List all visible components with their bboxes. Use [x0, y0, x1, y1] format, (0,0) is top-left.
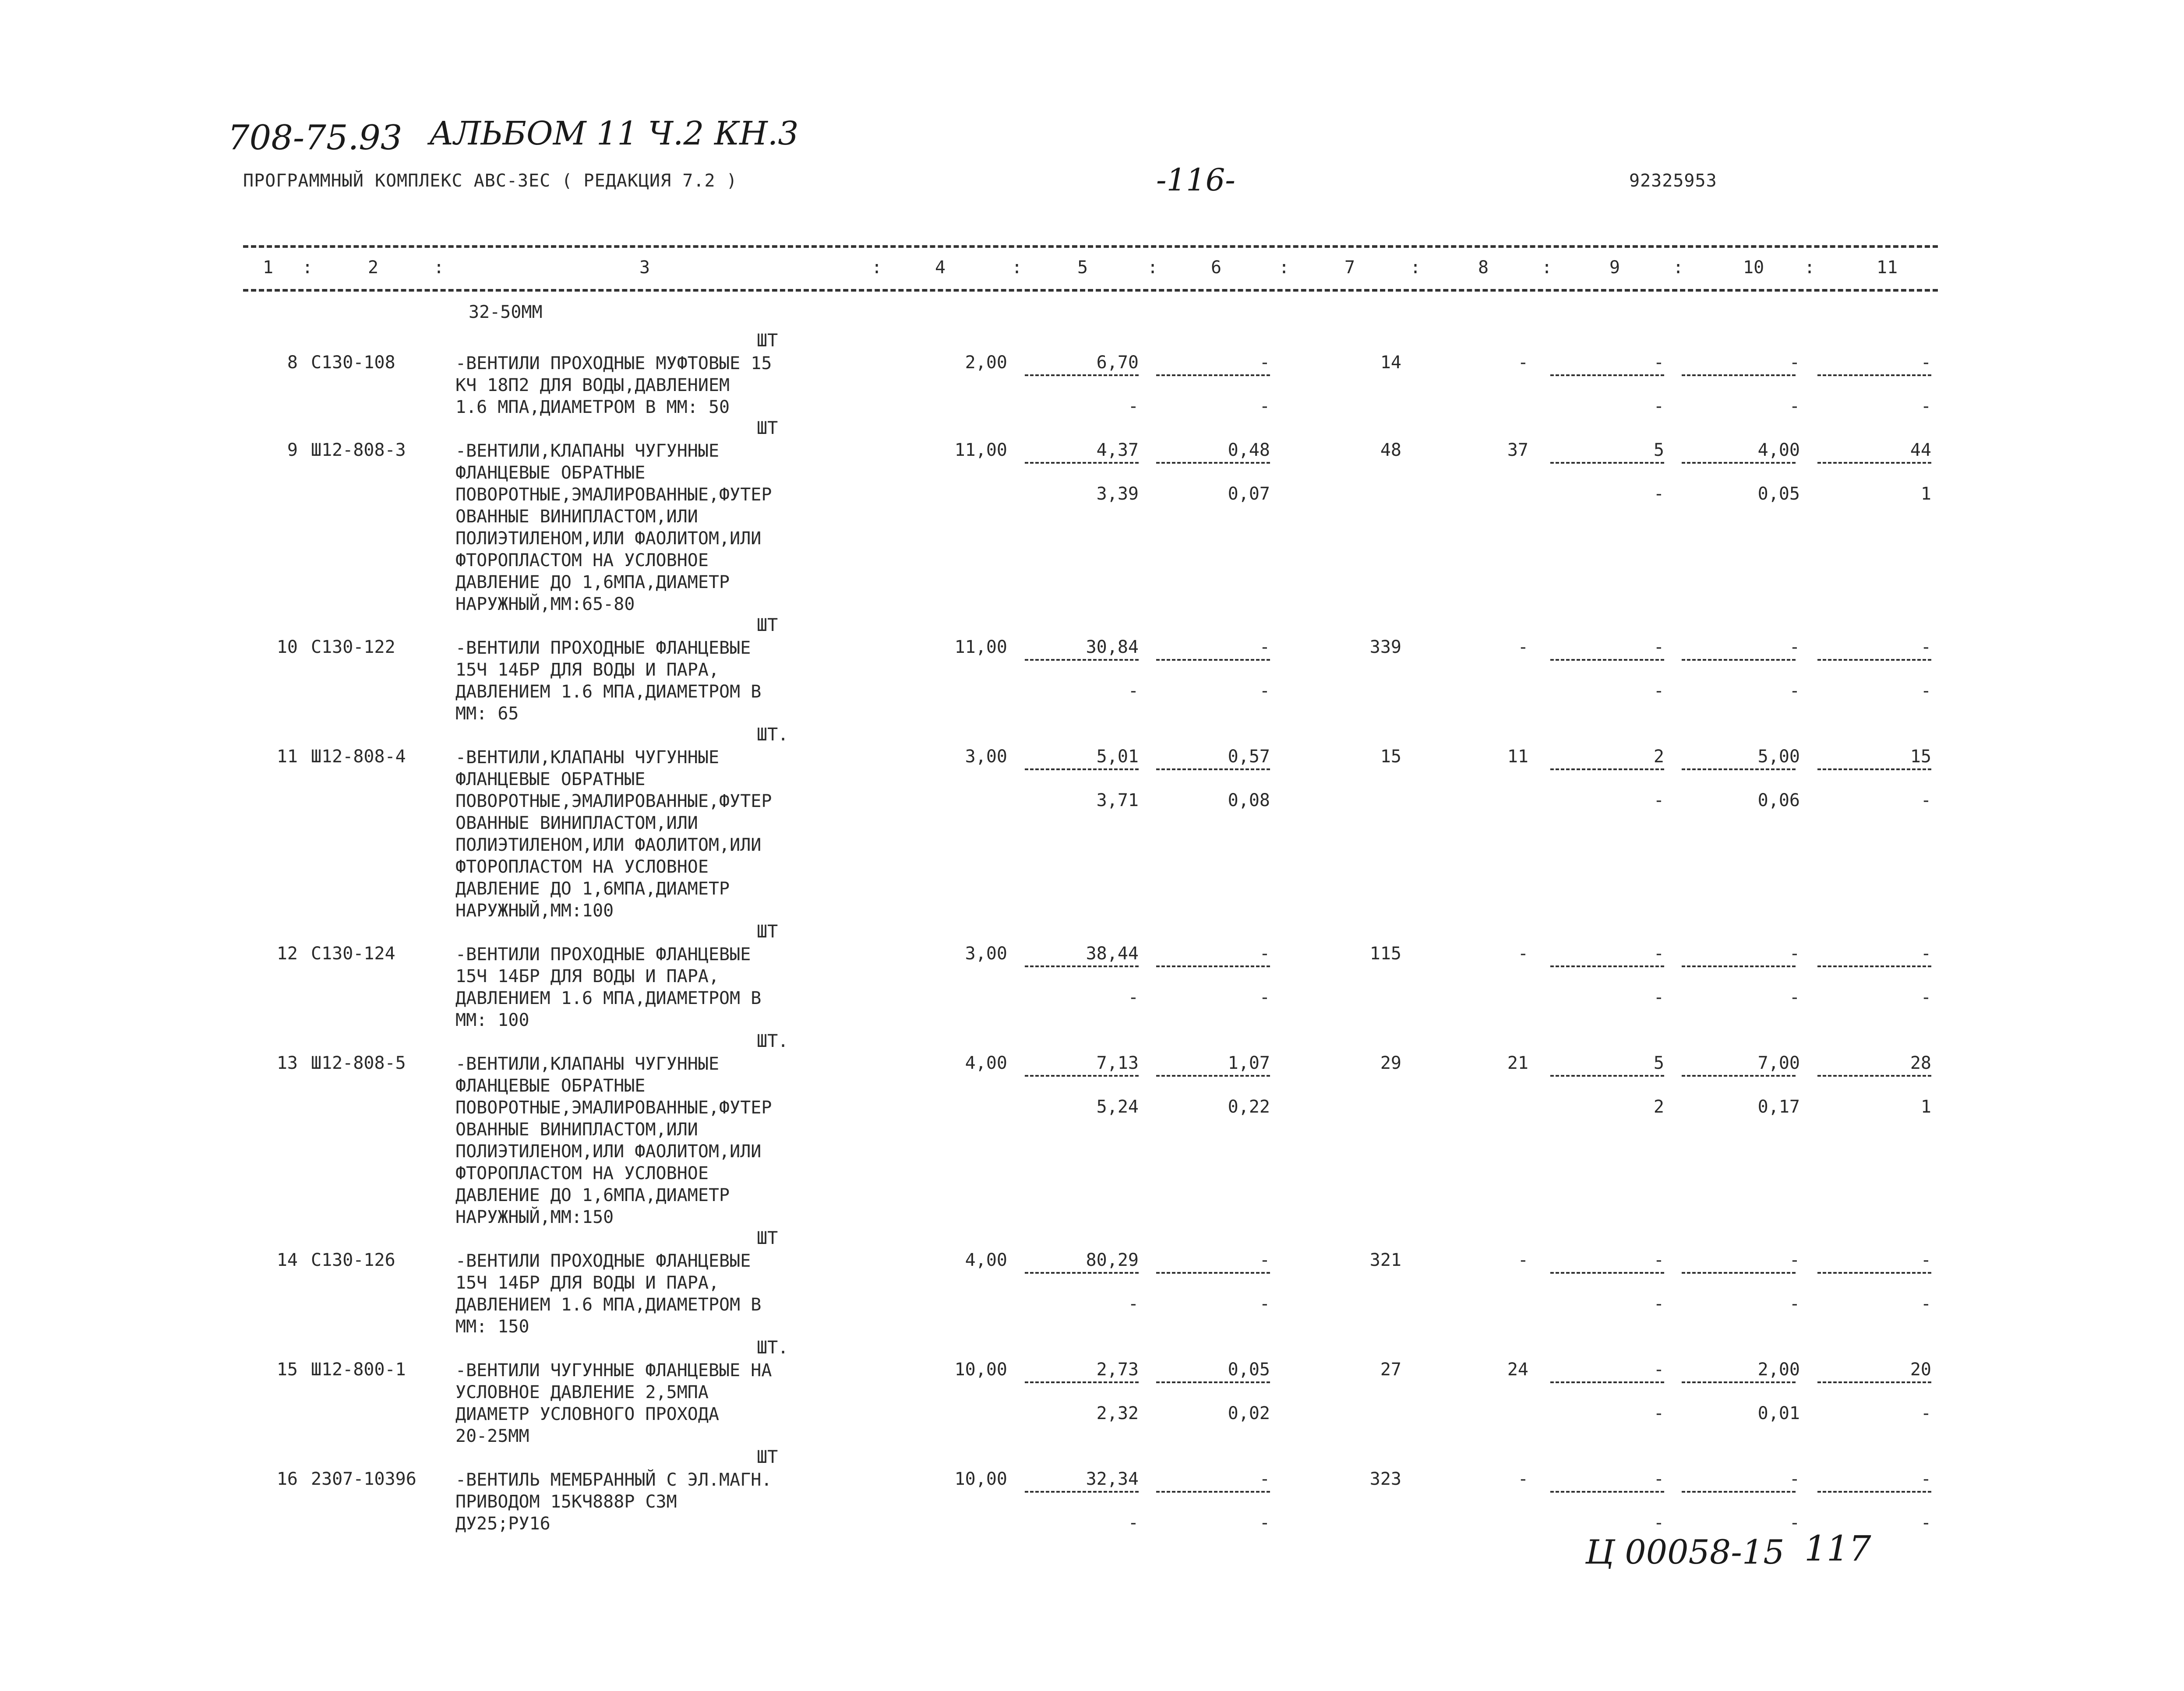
value-c7: 321 [1369, 1250, 1401, 1270]
value-c6: 0,48 [1228, 440, 1270, 460]
value-c10: 2,00 [1757, 1360, 1800, 1380]
subtotal-rule [1025, 374, 1139, 376]
subtotal-rule [1550, 462, 1664, 464]
subtotal-rule [1682, 965, 1796, 967]
subtotal-rule [1156, 1075, 1270, 1077]
description-line: -ВЕНТИЛИ,КЛАПАНЫ ЧУГУННЫЕ [455, 747, 720, 768]
description-line: 15Ч 14БР ДЛЯ ВОДЫ И ПАРА, [455, 660, 720, 680]
description-line: ММ: 65 [455, 704, 519, 724]
description-line: ФЛАНЦЕВЫЕ ОБРАТНЫЕ [455, 769, 646, 789]
value-c8: 11 [1507, 747, 1528, 767]
value-c4: 4,00 [965, 1250, 1007, 1270]
value-c11: 15 [1910, 747, 1931, 767]
unit-label: ШТ. [757, 725, 789, 745]
value-c9b: - [1653, 987, 1664, 1008]
column-header-6: 6 [1211, 257, 1222, 278]
value-c10: 4,00 [1757, 440, 1800, 460]
subtotal-rule [1025, 768, 1139, 770]
value-c10: - [1789, 944, 1800, 964]
item-description [455, 352, 772, 418]
subtotal-rule [1025, 1075, 1139, 1077]
column-separator: : [1279, 257, 1290, 278]
item-description [455, 440, 772, 615]
value-c11: - [1920, 637, 1931, 657]
item-description [455, 637, 761, 725]
value-c9: - [1653, 944, 1664, 964]
value-c5: 5,01 [1096, 747, 1139, 767]
subtotal-rule [1025, 1381, 1139, 1383]
subtotal-rule [1550, 1075, 1664, 1077]
page-number: -116- [1156, 162, 1235, 198]
value-c5: 4,37 [1096, 440, 1139, 460]
value-c8: - [1517, 944, 1528, 964]
value-c11b: 1 [1920, 1097, 1931, 1117]
value-c11: 44 [1910, 440, 1931, 460]
description-line: -ВЕНТИЛЬ МЕМБРАННЫЙ С ЭЛ.МАГН. [455, 1470, 772, 1490]
subtotal-rule [1817, 462, 1931, 464]
column-separator: : [434, 257, 445, 278]
column-header-9: 9 [1609, 257, 1620, 278]
value-c11: - [1920, 1469, 1931, 1489]
value-c4: 3,00 [965, 944, 1007, 964]
value-c10b: - [1789, 1513, 1800, 1533]
table-header-rule [243, 289, 1938, 292]
row-number: 9 [287, 440, 298, 460]
subtotal-rule [1817, 374, 1931, 376]
value-c5b: - [1128, 681, 1139, 701]
column-separator: : [1012, 257, 1023, 278]
value-c6: - [1259, 1469, 1270, 1489]
column-header-4: 4 [935, 257, 946, 278]
value-c10b: - [1789, 1294, 1800, 1314]
value-c7: 29 [1380, 1053, 1401, 1073]
description-line: ДАВЛЕНИЕМ 1.6 МПА,ДИАМЕТРОМ В [455, 988, 762, 1008]
subtotal-rule [1550, 1381, 1664, 1383]
row-number: 11 [276, 747, 298, 767]
value-c4: 10,00 [954, 1360, 1007, 1380]
value-c8: 37 [1507, 440, 1528, 460]
subtotal-rule [1817, 1381, 1931, 1383]
description-line: -ВЕНТИЛИ ПРОХОДНЫЕ ФЛАНЦЕВЫЕ [455, 638, 751, 658]
column-header-7: 7 [1344, 257, 1355, 278]
row-number: 15 [276, 1360, 298, 1380]
value-c8: 21 [1507, 1053, 1528, 1073]
description-line: ФЛАНЦЕВЫЕ ОБРАТНЫЕ [455, 463, 646, 483]
value-c11b: - [1920, 987, 1931, 1008]
subtotal-rule [1817, 1272, 1931, 1274]
item-code: С130-108 [311, 352, 395, 373]
value-c9: - [1653, 1250, 1664, 1270]
value-c6b: - [1259, 1294, 1270, 1314]
description-line: 15Ч 14БР ДЛЯ ВОДЫ И ПАРА, [455, 1273, 720, 1293]
value-c9: 2 [1653, 747, 1664, 767]
value-c6b: 0,02 [1228, 1403, 1270, 1423]
description-line: 15Ч 14БР ДЛЯ ВОДЫ И ПАРА, [455, 966, 720, 986]
value-c6: 0,05 [1228, 1360, 1270, 1380]
value-c11b: - [1920, 396, 1931, 416]
program-title: ПРОГРАММНЫЙ КОМПЛЕКС АВС-3ЕС ( РЕДАКЦИЯ 7.2 ) [243, 171, 737, 191]
description-line: УСЛОВНОЕ ДАВЛЕНИЕ 2,5МПА [455, 1382, 709, 1402]
column-separator: : [871, 257, 882, 278]
description-line: -ВЕНТИЛИ,КЛАПАНЫ ЧУГУННЫЕ [455, 1054, 720, 1074]
unit-label: ШТ [757, 1447, 778, 1467]
column-header-1: 1 [263, 257, 274, 278]
description-line: ПОВОРОТНЫЕ,ЭМАЛИРОВАННЫЕ,ФУТЕР [455, 791, 772, 811]
subtotal-rule [1550, 374, 1664, 376]
description-line: КЧ 18П2 ДЛЯ ВОДЫ,ДАВЛЕНИЕМ [455, 375, 730, 395]
value-c9: 5 [1653, 1053, 1664, 1073]
value-c6b: - [1259, 987, 1270, 1008]
value-c6b: - [1259, 1513, 1270, 1533]
value-c10: - [1789, 1250, 1800, 1270]
subtotal-rule [1817, 965, 1931, 967]
value-c6: - [1259, 1250, 1270, 1270]
value-c9b: - [1653, 681, 1664, 701]
value-c11: - [1920, 944, 1931, 964]
value-c5: 38,44 [1086, 944, 1139, 964]
value-c9: - [1653, 1469, 1664, 1489]
item-description [455, 944, 761, 1031]
row-number: 12 [276, 944, 298, 964]
subtotal-rule [1817, 1075, 1931, 1077]
subtotal-rule [1682, 768, 1796, 770]
value-c7: 115 [1369, 944, 1401, 964]
value-c5: 80,29 [1086, 1250, 1139, 1270]
description-line: ФТОРОПЛАСТОМ НА УСЛОВНОЕ [455, 1163, 709, 1184]
value-c11: - [1920, 1250, 1931, 1270]
value-c6: 0,57 [1228, 747, 1270, 767]
description-line: ПОЛИЭТИЛЕНОМ,ИЛИ ФАОЛИТОМ,ИЛИ [455, 835, 762, 855]
carry-over-text: 32-50ММ [469, 302, 543, 322]
value-c6b: 0,08 [1228, 790, 1270, 810]
unit-label: ШТ [757, 418, 778, 438]
value-c4: 2,00 [965, 352, 1007, 373]
value-c8: - [1517, 1250, 1528, 1270]
column-separator: : [1410, 257, 1421, 278]
description-line: -ВЕНТИЛИ,КЛАПАНЫ ЧУГУННЫЕ [455, 441, 720, 461]
value-c5b: - [1128, 1294, 1139, 1314]
item-code: Ш12-808-5 [311, 1053, 406, 1073]
value-c6b: 0,07 [1228, 484, 1270, 504]
value-c6: 1,07 [1228, 1053, 1270, 1073]
subtotal-rule [1156, 462, 1270, 464]
description-line: ММ: 150 [455, 1317, 529, 1337]
value-c9: - [1653, 637, 1664, 657]
value-c9b: 2 [1653, 1097, 1664, 1117]
value-c7: 339 [1369, 637, 1401, 657]
value-c4: 11,00 [954, 637, 1007, 657]
subtotal-rule [1025, 965, 1139, 967]
value-c8: 24 [1507, 1360, 1528, 1380]
description-line: ПОЛИЭТИЛЕНОМ,ИЛИ ФАОЛИТОМ,ИЛИ [455, 528, 762, 549]
unit-label: ШТ. [757, 1338, 789, 1358]
value-c10b: 0,17 [1757, 1097, 1800, 1117]
column-header-2: 2 [368, 257, 379, 278]
subtotal-rule [1817, 1491, 1931, 1493]
value-c8: - [1517, 352, 1528, 373]
value-c7: 48 [1380, 440, 1401, 460]
description-line: -ВЕНТИЛИ ПРОХОДНЫЕ ФЛАНЦЕВЫЕ [455, 944, 751, 965]
description-line: -ВЕНТИЛИ ПРОХОДНЫЕ ФЛАНЦЕВЫЕ [455, 1251, 751, 1271]
item-code: 2307-10396 [311, 1469, 416, 1489]
handwritten-code: 708-75.93 [228, 118, 402, 158]
value-c5b: - [1128, 1513, 1139, 1533]
value-c6b: - [1259, 396, 1270, 416]
column-header-3: 3 [639, 257, 650, 278]
item-code: Ш12-808-3 [311, 440, 406, 460]
value-c9b: - [1653, 790, 1664, 810]
value-c11b: - [1920, 1294, 1931, 1314]
subtotal-rule [1156, 1381, 1270, 1383]
value-c10b: 0,01 [1757, 1403, 1800, 1423]
subtotal-rule [1156, 965, 1270, 967]
document-number: 92325953 [1629, 171, 1717, 191]
value-c11b: - [1920, 1403, 1931, 1423]
value-c5b: 3,71 [1096, 790, 1139, 810]
description-line: ОВАННЫЕ ВИНИПЛАСТОМ,ИЛИ [455, 1120, 698, 1140]
subtotal-rule [1682, 1075, 1796, 1077]
value-c5: 7,13 [1096, 1053, 1139, 1073]
column-separator: : [1147, 257, 1158, 278]
unit-label: ШТ. [757, 1031, 789, 1051]
description-line: ОВАННЫЕ ВИНИПЛАСТОМ,ИЛИ [455, 507, 698, 527]
item-description [455, 1053, 772, 1228]
description-line: ПОЛИЭТИЛЕНОМ,ИЛИ ФАОЛИТОМ,ИЛИ [455, 1141, 762, 1162]
value-c6b: 0,22 [1228, 1097, 1270, 1117]
description-line: 1.6 МПА,ДИАМЕТРОМ В ММ: 50 [455, 397, 730, 417]
value-c10b: - [1789, 987, 1800, 1008]
column-separator: : [1673, 257, 1684, 278]
value-c5b: - [1128, 987, 1139, 1008]
description-line: ММ: 100 [455, 1010, 529, 1030]
unit-label: ШТ [757, 615, 778, 635]
value-c5b: 5,24 [1096, 1097, 1139, 1117]
value-c6: - [1259, 352, 1270, 373]
value-c7: 14 [1380, 352, 1401, 373]
row-number: 16 [276, 1469, 298, 1489]
description-line: ДАВЛЕНИЕМ 1.6 МПА,ДИАМЕТРОМ В [455, 682, 762, 702]
description-line: ДИАМЕТР УСЛОВНОГО ПРОХОДА [455, 1404, 720, 1424]
item-code: С130-122 [311, 637, 395, 657]
value-c9: 5 [1653, 440, 1664, 460]
value-c11b: - [1920, 1513, 1931, 1533]
row-number: 10 [276, 637, 298, 657]
value-c9: - [1653, 1360, 1664, 1380]
value-c10: 7,00 [1757, 1053, 1800, 1073]
subtotal-rule [1025, 462, 1139, 464]
unit-label: ШТ [757, 922, 778, 942]
subtotal-rule [1550, 1491, 1664, 1493]
subtotal-rule [1550, 1272, 1664, 1274]
value-c10: - [1789, 637, 1800, 657]
handwritten-page: 117 [1804, 1528, 1871, 1569]
value-c5: 30,84 [1086, 637, 1139, 657]
value-c6: - [1259, 637, 1270, 657]
subtotal-rule [1156, 659, 1270, 661]
value-c7: 27 [1380, 1360, 1401, 1380]
subtotal-rule [1156, 1272, 1270, 1274]
value-c6: - [1259, 944, 1270, 964]
subtotal-rule [1025, 1491, 1139, 1493]
value-c11: 20 [1910, 1360, 1931, 1380]
item-code: С130-124 [311, 944, 395, 964]
value-c4: 10,00 [954, 1469, 1007, 1489]
subtotal-rule [1817, 768, 1931, 770]
column-header-5: 5 [1077, 257, 1088, 278]
subtotal-rule [1817, 659, 1931, 661]
column-header-8: 8 [1478, 257, 1489, 278]
description-line: ПОВОРОТНЫЕ,ЭМАЛИРОВАННЫЕ,ФУТЕР [455, 485, 772, 505]
description-line: НАРУЖНЫЙ,ММ:65-80 [455, 594, 635, 614]
description-line: ОВАННЫЕ ВИНИПЛАСТОМ,ИЛИ [455, 813, 698, 833]
value-c10b: - [1789, 396, 1800, 416]
value-c5b: - [1128, 396, 1139, 416]
description-line: ДУ25;РУ16 [455, 1514, 550, 1534]
value-c10b: 0,06 [1757, 790, 1800, 810]
value-c4: 3,00 [965, 747, 1007, 767]
description-line: 20-25ММ [455, 1426, 529, 1446]
value-c5b: 2,32 [1096, 1403, 1139, 1423]
subtotal-rule [1025, 1272, 1139, 1274]
row-number: 13 [276, 1053, 298, 1073]
item-code: Ш12-808-4 [311, 747, 406, 767]
description-line: -ВЕНТИЛИ ЧУГУННЫЕ ФЛАНЦЕВЫЕ НА [455, 1360, 772, 1381]
subtotal-rule [1156, 768, 1270, 770]
value-c9b: - [1653, 396, 1664, 416]
description-line: НАРУЖНЫЙ,ММ:150 [455, 1207, 614, 1227]
value-c8: - [1517, 637, 1528, 657]
row-number: 14 [276, 1250, 298, 1270]
value-c9: - [1653, 352, 1664, 373]
value-c5: 32,34 [1086, 1469, 1139, 1489]
unit-label: ШТ [757, 1228, 778, 1248]
column-header-10: 10 [1743, 257, 1764, 278]
handwritten-album: АЛЬБОМ 11 Ч.2 КН.3 [429, 115, 799, 152]
value-c11b: - [1920, 681, 1931, 701]
item-code: Ш12-800-1 [311, 1360, 406, 1380]
subtotal-rule [1682, 659, 1796, 661]
column-separator: : [1542, 257, 1552, 278]
value-c4: 11,00 [954, 440, 1007, 460]
value-c10b: - [1789, 681, 1800, 701]
value-c5: 6,70 [1096, 352, 1139, 373]
subtotal-rule [1156, 1491, 1270, 1493]
value-c9b: - [1653, 1513, 1664, 1533]
value-c10b: 0,05 [1757, 484, 1800, 504]
handwritten-reference: Ц 00058-15 [1585, 1532, 1785, 1571]
description-line: ФТОРОПЛАСТОМ НА УСЛОВНОЕ [455, 550, 709, 571]
subtotal-rule [1550, 965, 1664, 967]
value-c5: 2,73 [1096, 1360, 1139, 1380]
subtotal-rule [1682, 462, 1796, 464]
item-description [455, 1360, 772, 1447]
column-separator: : [1804, 257, 1815, 278]
table-top-rule [243, 245, 1938, 248]
value-c9b: - [1653, 1294, 1664, 1314]
column-header-11: 11 [1877, 257, 1898, 278]
subtotal-rule [1025, 659, 1139, 661]
subtotal-rule [1550, 659, 1664, 661]
value-c6b: - [1259, 681, 1270, 701]
item-code: С130-126 [311, 1250, 395, 1270]
subtotal-rule [1682, 1272, 1796, 1274]
description-line: ПРИВОДОМ 15КЧ888Р СЗМ [455, 1492, 677, 1512]
description-line: ФЛАНЦЕВЫЕ ОБРАТНЫЕ [455, 1076, 646, 1096]
item-description [455, 1469, 772, 1535]
description-line: НАРУЖНЫЙ,ММ:100 [455, 901, 614, 921]
description-line: ДАВЛЕНИЕ ДО 1,6МПА,ДИАМЕТР [455, 572, 730, 592]
value-c10: 5,00 [1757, 747, 1800, 767]
subtotal-rule [1682, 1381, 1796, 1383]
subtotal-rule [1550, 768, 1664, 770]
description-line: ДАВЛЕНИЕМ 1.6 МПА,ДИАМЕТРОМ В [455, 1295, 762, 1315]
value-c8: - [1517, 1469, 1528, 1489]
value-c5b: 3,39 [1096, 484, 1139, 504]
row-number: 8 [287, 352, 298, 373]
description-line: ПОВОРОТНЫЕ,ЭМАЛИРОВАННЫЕ,ФУТЕР [455, 1098, 772, 1118]
value-c7: 15 [1380, 747, 1401, 767]
description-line: -ВЕНТИЛИ ПРОХОДНЫЕ МУФТОВЫЕ 15 [455, 353, 772, 373]
subtotal-rule [1682, 374, 1796, 376]
value-c10: - [1789, 1469, 1800, 1489]
value-c11: 28 [1910, 1053, 1931, 1073]
item-description [455, 1250, 761, 1338]
value-c4: 4,00 [965, 1053, 1007, 1073]
column-separator: : [302, 257, 313, 278]
value-c7: 323 [1369, 1469, 1401, 1489]
value-c11: - [1920, 352, 1931, 373]
description-line: ДАВЛЕНИЕ ДО 1,6МПА,ДИАМЕТР [455, 1185, 730, 1205]
item-description [455, 747, 772, 922]
value-c9b: - [1653, 1403, 1664, 1423]
description-line: ДАВЛЕНИЕ ДО 1,6МПА,ДИАМЕТР [455, 879, 730, 899]
description-line: ФТОРОПЛАСТОМ НА УСЛОВНОЕ [455, 857, 709, 877]
subtotal-rule [1682, 1491, 1796, 1493]
unit-label: ШТ [757, 331, 778, 351]
value-c10: - [1789, 352, 1800, 373]
value-c11b: 1 [1920, 484, 1931, 504]
value-c9b: - [1653, 484, 1664, 504]
value-c11b: - [1920, 790, 1931, 810]
subtotal-rule [1156, 374, 1270, 376]
